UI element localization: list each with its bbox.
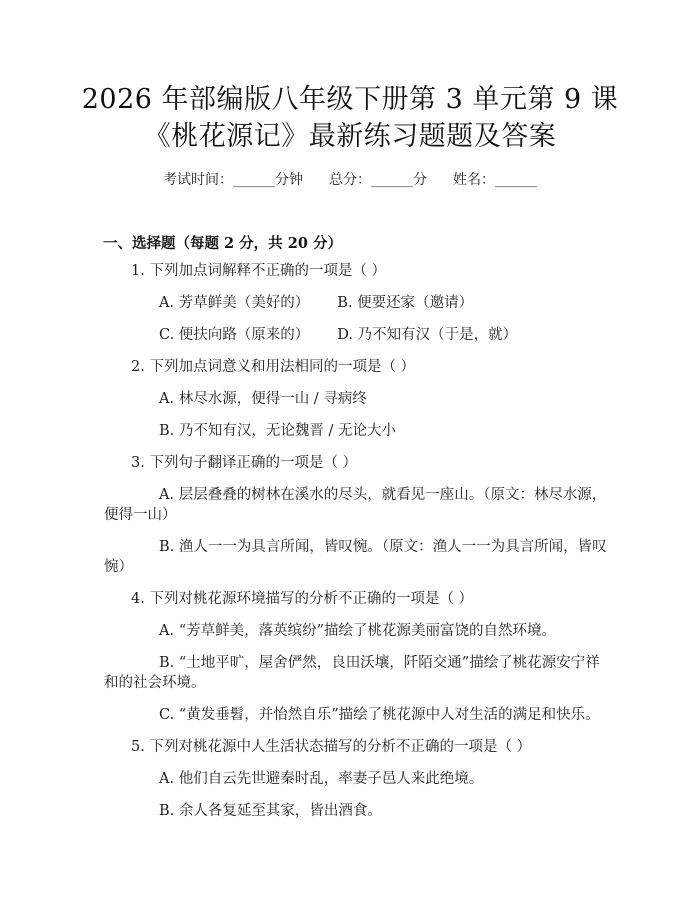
question-1-options-row-1 [159,293,473,313]
question-2-option-b: B. 乃不知有汉，无论魏晋 / 无论大小 [159,423,396,439]
question-5-option-b: B. 余人各复延至其家，皆出酒食。 [159,803,382,819]
student-name-field: 姓名：______ [453,172,537,188]
document-title-line-2: 《桃花源记》最新练习题题及答案 [143,121,557,152]
question-4-option-a: A. “芳草鲜美，落英缤纷”描绘了桃花源美丽富饶的自然环境。 [159,623,557,639]
question-1-option-d: D. 乃不知有汉（于是，就） [337,327,518,343]
question-3-option-b-continued: 惋） [104,559,133,575]
question-1-option-a: A. 芳草鲜美（美好的） [159,295,310,311]
question-3-option-a: A. 层层叠叠的树林在溪水的尽头，就看见一座山。（原文：林尽水源， [159,487,607,503]
question-3-stem: 3. 下列句子翻译正确的一项是（ ） [131,455,358,471]
question-4-option-b-continued: 和的社会环境。 [104,675,206,691]
document-title-line-1: 2026 年部编版八年级下册第 3 单元第 9 课 [81,84,619,115]
total-score-field: 总分：______分 [329,172,427,188]
question-2-stem: 2. 下列加点词意义和用法相同的一项是（ ） [131,359,416,375]
question-1-stem: 1. 下列加点词解释不正确的一项是（ ） [131,263,387,279]
question-5-option-a: A. 他们自云先世避秦时乱，率妻子邑人来此绝境。 [159,771,484,787]
question-4-option-b: B. “土地平旷，屋舍俨然，良田沃壤，阡陌交通”描绘了桃花源安宁祥 [159,655,600,671]
question-3-option-a-continued: 便得一山） [104,507,177,523]
question-2-option-a: A. 林尽水源，便得一山 / 寻病终 [159,391,367,407]
question-1-option-b: B. 便要还家（邀请） [337,295,474,311]
question-4-stem: 4. 下列对桃花源环境描写的分析不正确的一项是（ ） [131,591,474,607]
question-3-option-b: B. 渔人一一为具言所闻，皆叹惋。（原文：渔人一一为具言所闻，皆叹 [159,539,607,555]
question-5-stem: 5. 下列对桃花源中人生活状态描写的分析不正确的一项是（ ） [131,739,532,755]
exam-time-field: 考试时间：______分钟 [163,172,303,188]
exam-info-row [0,169,700,189]
question-1-option-c: C. 便扶向路（原来的） [159,327,310,343]
question-4-option-c: C. “黄发垂髫，并怡然自乐”描绘了桃花源中人对生活的满足和快乐。 [159,707,600,723]
question-1-options-row-2 [159,325,517,345]
section-heading-choice: 一、选择题（每题 2 分，共 20 分） [103,235,342,252]
